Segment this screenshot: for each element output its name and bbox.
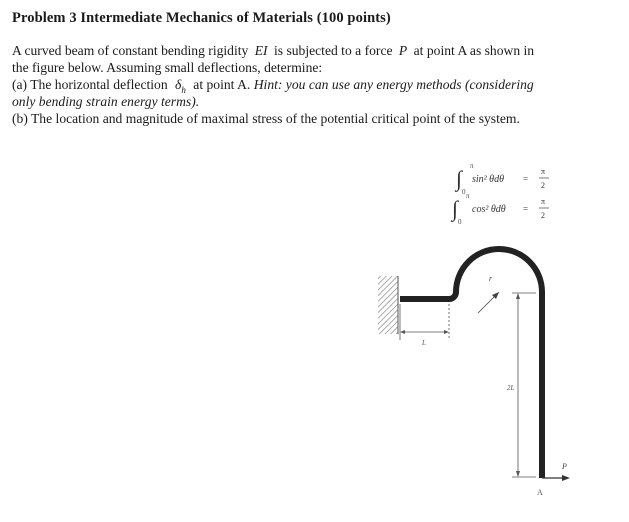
part-a-hint-line-2: only bending strain energy terms).	[12, 94, 200, 109]
integral-1-den: 2	[541, 181, 545, 190]
integral-1-num: π	[541, 167, 546, 176]
integral-1-equals: =	[523, 174, 529, 184]
intro-text-b: is subjected to a force	[273, 43, 393, 58]
symbol-delta: δ	[175, 77, 182, 92]
integral-2-equals: =	[523, 204, 529, 214]
dim-l-arrow-right	[444, 330, 449, 334]
symbol-ei: EI	[254, 43, 268, 58]
symbol-delta-sub: h	[181, 84, 186, 95]
label-p: P	[562, 462, 567, 471]
integral-1-upper: π	[470, 162, 474, 170]
part-b-line: (b) The location and magnitude of maximal stress of the potential critical point of the system.	[12, 111, 520, 126]
part-a-prefix: (a) The horizontal deflection	[12, 77, 168, 92]
intro-text-a: A curved beam of constant bending rigidity	[12, 43, 249, 58]
symbol-p: P	[398, 43, 408, 58]
curved-beam	[400, 249, 542, 478]
dim-2l-arrow-bottom	[516, 471, 520, 477]
integral-2-upper: π	[466, 192, 470, 200]
intro-text-c: at point A as shown in	[413, 43, 535, 58]
intro-line-2: the figure below. Assuming small deflections, determine:	[12, 60, 323, 75]
integral-1-expr: sin² θdθ	[472, 174, 504, 185]
label-point-a: A	[537, 488, 543, 497]
integral-1-lower: 0	[462, 188, 466, 196]
integral-cos	[450, 192, 549, 226]
integral-sign-2: ∫	[452, 196, 459, 221]
part-a-mid: at point A.	[193, 77, 251, 92]
integral-2-den: 2	[541, 211, 545, 220]
dim-2l-arrow-top	[516, 293, 520, 299]
fixed-wall-hatch	[378, 276, 398, 334]
label-r: r	[489, 274, 493, 283]
integral-sin	[454, 162, 549, 196]
dim-l-arrow-left	[400, 330, 405, 334]
integral-formulas	[450, 162, 549, 226]
force-p-arrow-head	[562, 475, 570, 481]
problem-title: Problem 3 Intermediate Mechanics of Materials (100 points)	[12, 10, 391, 26]
label-2l: 2L	[507, 384, 515, 392]
integral-2-expr: cos² θdθ	[472, 204, 506, 215]
integral-2-lower: 0	[458, 218, 462, 226]
part-a-hint: Hint: you can use any energy methods (considering	[253, 77, 534, 92]
integral-sign-1: ∫	[456, 166, 463, 191]
integral-2-num: π	[541, 197, 546, 206]
label-l: L	[422, 339, 426, 347]
